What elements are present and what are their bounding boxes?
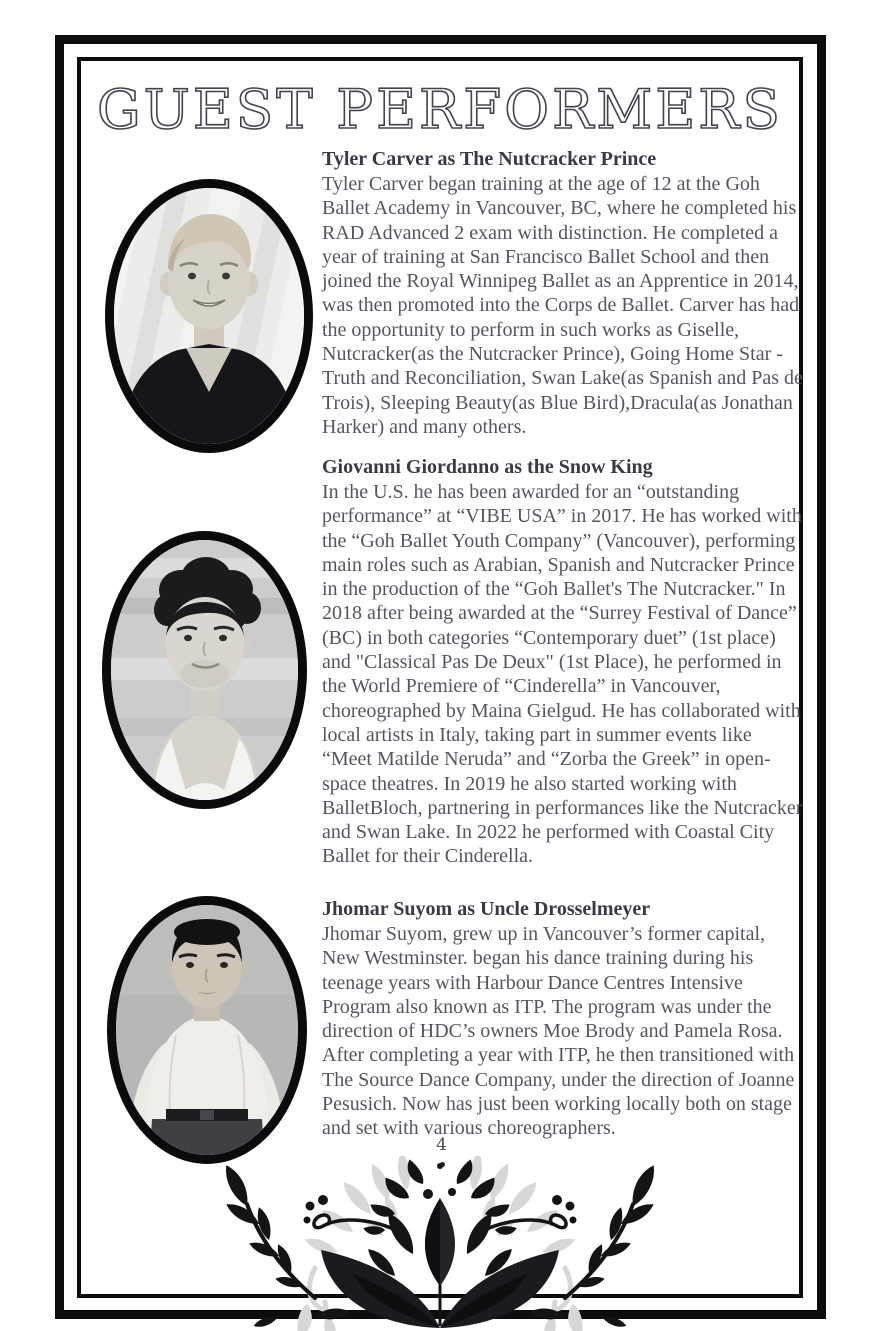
page-title — [0, 76, 881, 146]
performer-heading: Jhomar Suyom as Uncle Drosselmeyer — [322, 898, 651, 920]
page-number: 4 — [436, 1135, 448, 1155]
performer-photo-giovanni-giordanno — [102, 531, 307, 809]
performer-section-giovanni-giordanno — [322, 455, 803, 869]
performer-bio-text: Tyler Carver began training at the age of 12 at the Goh Ballet Academy in Vancouver, BC, where he completed his RAD Advanced 2 exam with distinction. He completed a year of training at San Francisco Ballet School and then joined the Royal Winnipeg Ballet as an Apprentice in 2014, was then promoted into the Corps de Ballet. Carver has had the opportunity to perform in such works as Giselle, Nutcracker(as the Nutcracker Prince), Going Home Star - Truth and Reconciliation, Swan Lake(as Spanish and Pas de Trois), Sleeping Beauty(as Blue Bird),Dracula(as Jonathan Harker) and many others. — [322, 173, 803, 438]
portrait-illustration — [116, 905, 298, 1155]
performer-heading: Giovanni Giordanno as the Snow King — [322, 456, 653, 478]
performer-section-jhomar-suyom — [322, 897, 803, 1141]
portrait-illustration — [111, 540, 298, 800]
page-title-text: GUEST PERFORMERS — [97, 78, 783, 141]
floral-ornament — [215, 1156, 665, 1331]
performer-bio-text: Jhomar Suyom, grew up in Vancouver’s former capital, New Westminster. began his dance training during his teenage years with Harbour Dance Centres Intensive Program also known as ITP. The program was under the direction of HDC’s owners Moe Brody and Pamela Rosa. After completing a year with ITP, he then transitioned with The Source Dance Company, under the direction of Joanne Pesusich. Now has just been working locally both on stage and set with various choreographers. — [322, 923, 795, 1140]
performer-section-tyler-carver — [322, 147, 803, 439]
performer-heading: Tyler Carver as The Nutcracker Prince — [322, 148, 657, 170]
performer-photo-jhomar-suyom — [107, 896, 307, 1164]
portrait-illustration — [114, 188, 304, 444]
performer-bio-text: In the U.S. he has been awarded for an “outstanding performance” at “VIBE USA” in 2017. He has worked with the “Goh Ballet Youth Company” (Vancouver), performing main roles such as Arabian, Spanish and Nutcracker Prince in the production of the “Goh Ballet's The Nutcracker." In 2018 after being awarded at the “Surrey Festival of Dance” (BC) in both categories “Contemporary duet” (1st place) and "Classical Pas De Deux" (1st Place), he performed in the World Premiere of “Cinderella” in Vancouver, choreographed by Maina Gielgud. He has collaborated with local artists in Italy, taking part in summer events like “Meet Matilde Neruda” and “Zorba the Greek” in open-space theatres. In 2019 he also started working with BalletBloch, partnering in performances like the Nutcracker and Swan Lake. In 2022 he performed with Coastal City Ballet for their Cinderella. — [322, 481, 803, 868]
performer-photo-tyler-carver — [105, 179, 313, 453]
